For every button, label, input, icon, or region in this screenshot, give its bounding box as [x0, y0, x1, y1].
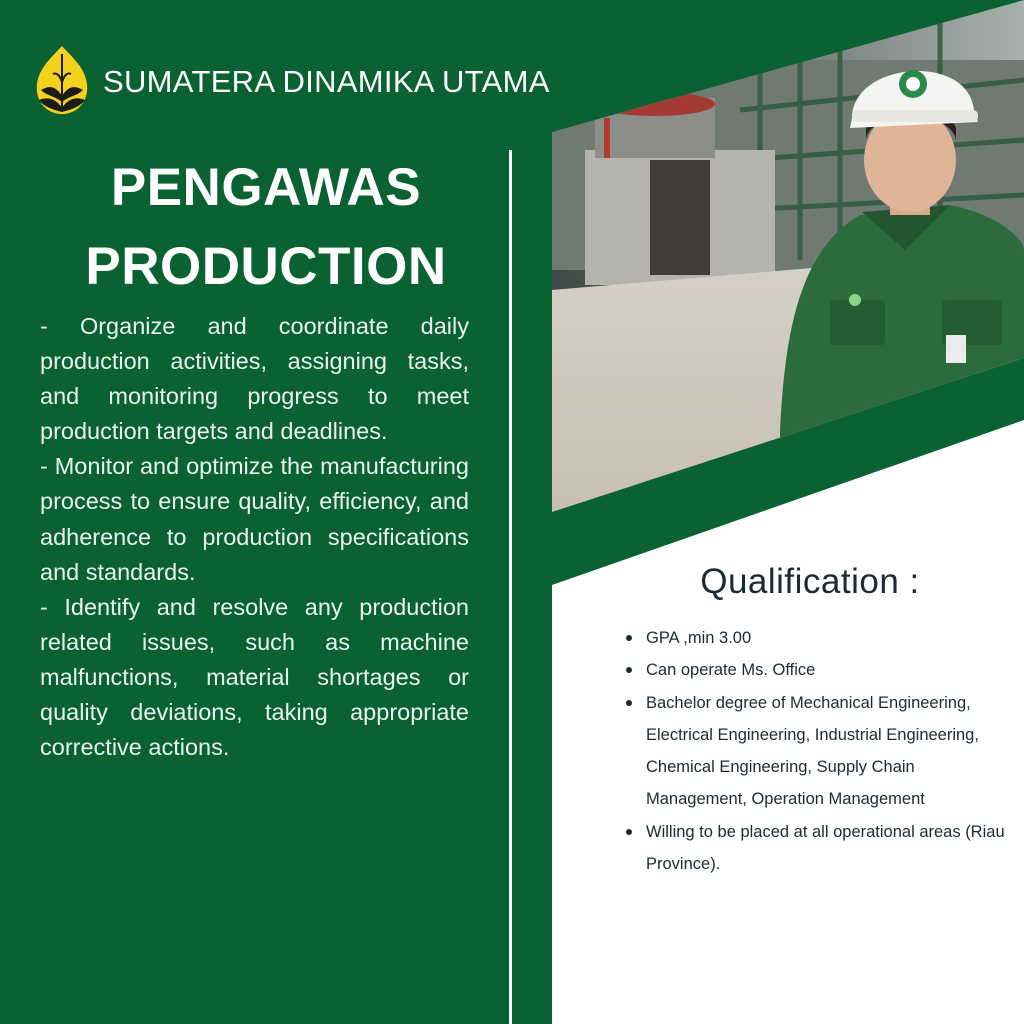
- company-name: SUMATERA DINAMIKA UTAMA: [103, 64, 550, 99]
- responsibility-item: - Monitor and optimize the manufacturing process to ensure quality, efficiency, and adherence to production specifications and standards.: [40, 453, 469, 585]
- job-title-line-2: PRODUCTION: [85, 237, 447, 296]
- vertical-divider: [509, 150, 512, 1024]
- job-title-line-1: PENGAWAS: [110, 158, 422, 217]
- qualification-item: Willing to be placed at all operational areas (Riau Province).: [620, 816, 1010, 881]
- qualification-item: Can operate Ms. Office: [620, 654, 1010, 686]
- qualification-item: Bachelor degree of Mechanical Engineering, Electrical Engineering, Industrial Engineering, Chemical Engineering, Supply Chain Management, Operation Management: [620, 687, 1010, 816]
- qualification-list: [620, 622, 1010, 880]
- job-responsibilities: [40, 309, 469, 765]
- qualification-item: GPA ,min 3.00: [620, 622, 1010, 654]
- qualification-heading: Qualification :: [700, 562, 920, 601]
- responsibility-item: - Identify and resolve any production related issues, such as machine malfunctions, material shortages or quality deviations, taking appropriate corrective actions.: [40, 593, 469, 761]
- company-logo-icon: [33, 44, 91, 116]
- factory-photo: [552, 0, 1024, 512]
- job-title: [20, 148, 512, 306]
- responsibility-item: - Organize and coordinate daily production activities, assigning tasks, and monitoring progress to meet production targets and deadlines.: [40, 313, 469, 445]
